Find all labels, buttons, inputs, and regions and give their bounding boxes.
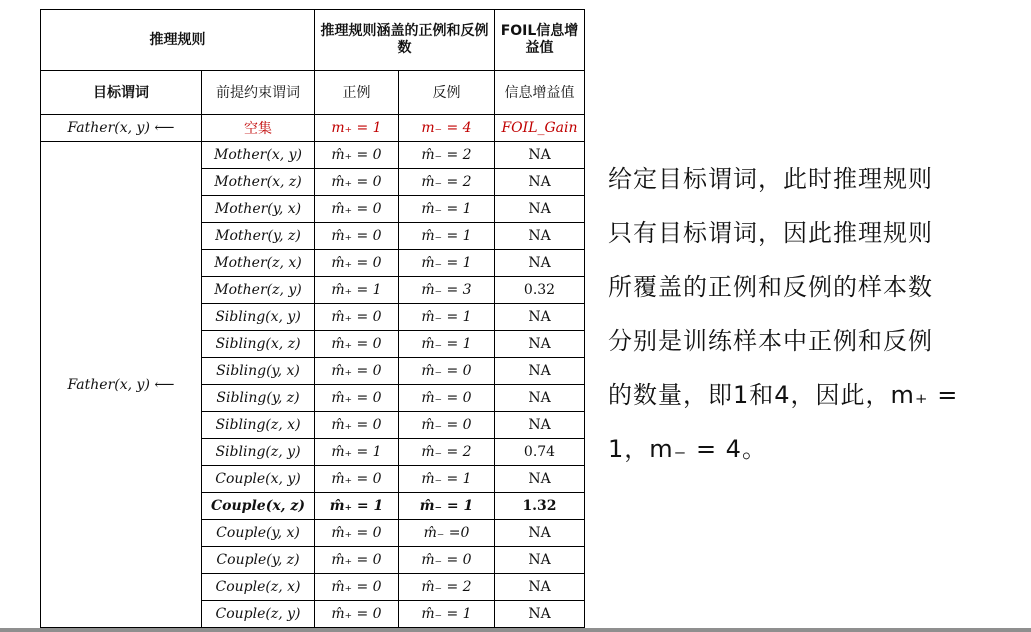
negative-cell: m̂₋ = 0 [399, 385, 495, 412]
positive-cell: m̂₊ = 1 [315, 439, 399, 466]
positive-cell: m̂₊ = 1 [315, 277, 399, 304]
premise-cell: Sibling(z, y) [202, 439, 315, 466]
negative-cell: m̂₋ = 1 [399, 601, 495, 628]
rule-header: 推理规则 [41, 10, 315, 71]
premise-cell: Mother(x, y) [202, 142, 315, 169]
premise-cell: Mother(z, y) [202, 277, 315, 304]
positive-cell: m̂₊ = 0 [315, 547, 399, 574]
first-rule-row [41, 115, 585, 142]
gain-cell: NA [495, 196, 585, 223]
negative-cell: m̂₋ = 2 [399, 142, 495, 169]
premise-cell: Sibling(x, y) [202, 304, 315, 331]
group-target-cell: Father(x, y) ⟵ [41, 142, 202, 628]
negative-cell: m̂₋ = 1 [399, 223, 495, 250]
negative-cell: m̂₋ = 1 [399, 304, 495, 331]
negative-cell: m̂₋ = 1 [399, 493, 495, 520]
premise-cell: Couple(y, x) [202, 520, 315, 547]
table-row [41, 142, 585, 169]
negative-cell: m̂₋ = 1 [399, 250, 495, 277]
first-gain-cell: FOIL_Gain [495, 115, 585, 142]
negative-cell: m̂₋ =0 [399, 520, 495, 547]
negative-cell: m̂₋ = 0 [399, 412, 495, 439]
gain-cell: NA [495, 547, 585, 574]
explanation-text [608, 152, 1003, 476]
positive-cell: m̂₊ = 0 [315, 412, 399, 439]
premise-cell: Couple(x, y) [202, 466, 315, 493]
positive-cell: m̂₊ = 0 [315, 574, 399, 601]
negative-cell: m̂₋ = 1 [399, 331, 495, 358]
positive-cell: m̂₊ = 0 [315, 601, 399, 628]
positive-cell: m̂₊ = 0 [315, 169, 399, 196]
positive-cell: m̂₊ = 0 [315, 466, 399, 493]
bottom-divider [0, 628, 1031, 632]
positive-cell: m̂₊ = 0 [315, 385, 399, 412]
gain-cell: NA [495, 412, 585, 439]
gain-cell: NA [495, 331, 585, 358]
gain-cell: NA [495, 304, 585, 331]
negative-cell: m̂₋ = 2 [399, 574, 495, 601]
premise-cell: Sibling(y, x) [202, 358, 315, 385]
explanation-line: 分别是训练样本中正例和反例 [608, 327, 933, 355]
first-target-cell: Father(x, y) ⟵ [41, 115, 202, 142]
premise-predicate-header: 前提约束谓词 [202, 71, 315, 115]
negative-cell: m̂₋ = 1 [399, 196, 495, 223]
negative-cell: m̂₋ = 0 [399, 358, 495, 385]
positive-cell: m̂₊ = 0 [315, 304, 399, 331]
gain-cell: 0.32 [495, 277, 585, 304]
gain-cell: NA [495, 466, 585, 493]
gain-header: 信息增益值 [495, 71, 585, 115]
positive-cell: m̂₊ = 0 [315, 142, 399, 169]
negative-cell: m̂₋ = 3 [399, 277, 495, 304]
positive-header: 正例 [315, 71, 399, 115]
premise-cell: Sibling(x, z) [202, 331, 315, 358]
positive-cell: m̂₊ = 0 [315, 331, 399, 358]
positive-cell: m̂₊ = 0 [315, 250, 399, 277]
gain-cell: NA [495, 223, 585, 250]
explanation-line: 给定目标谓词，此时推理规则 [608, 165, 933, 193]
premise-cell: Couple(x, z) [202, 493, 315, 520]
gain-cell: NA [495, 520, 585, 547]
gain-cell: NA [495, 250, 585, 277]
gain-cell: NA [495, 574, 585, 601]
gain-cell: NA [495, 601, 585, 628]
negative-cell: m̂₋ = 0 [399, 547, 495, 574]
header-row [41, 10, 585, 71]
premise-cell: Mother(y, z) [202, 223, 315, 250]
empty-set-cell: 空集 [202, 115, 315, 142]
premise-cell: Sibling(y, z) [202, 385, 315, 412]
positive-cell: m̂₊ = 0 [315, 358, 399, 385]
foil-header: FOIL信息增益值 [495, 10, 585, 71]
gain-cell: NA [495, 358, 585, 385]
gain-cell: NA [495, 385, 585, 412]
positive-cell: m̂₊ = 0 [315, 196, 399, 223]
explanation-line: 只有目标谓词，因此推理规则 [608, 219, 933, 247]
positive-cell: m̂₊ = 1 [315, 493, 399, 520]
first-positive-cell: m₊ = 1 [315, 115, 399, 142]
coverage-header: 推理规则涵盖的正例和反例数 [315, 10, 495, 71]
negative-header: 反例 [399, 71, 495, 115]
positive-cell: m̂₊ = 0 [315, 223, 399, 250]
gain-cell: 1.32 [495, 493, 585, 520]
subheader-row [41, 71, 585, 115]
gain-cell: NA [495, 142, 585, 169]
explanation-line: 所覆盖的正例和反例的样本数 [608, 273, 933, 301]
premise-cell: Sibling(z, x) [202, 412, 315, 439]
premise-cell: Mother(y, x) [202, 196, 315, 223]
explanation-line: 1，m₋ = 4。 [608, 435, 767, 463]
target-predicate-header: 目标谓词 [41, 71, 202, 115]
premise-cell: Mother(z, x) [202, 250, 315, 277]
first-negative-cell: m₋ = 4 [399, 115, 495, 142]
negative-cell: m̂₋ = 1 [399, 466, 495, 493]
gain-cell: NA [495, 169, 585, 196]
negative-cell: m̂₋ = 2 [399, 439, 495, 466]
gain-cell: 0.74 [495, 439, 585, 466]
negative-cell: m̂₋ = 2 [399, 169, 495, 196]
premise-cell: Couple(y, z) [202, 547, 315, 574]
rules-table [40, 9, 585, 628]
premise-cell: Couple(z, x) [202, 574, 315, 601]
premise-cell: Couple(z, y) [202, 601, 315, 628]
explanation-line: 的数量，即1和4，因此，m₊ = [608, 381, 959, 409]
premise-cell: Mother(x, z) [202, 169, 315, 196]
positive-cell: m̂₊ = 0 [315, 520, 399, 547]
